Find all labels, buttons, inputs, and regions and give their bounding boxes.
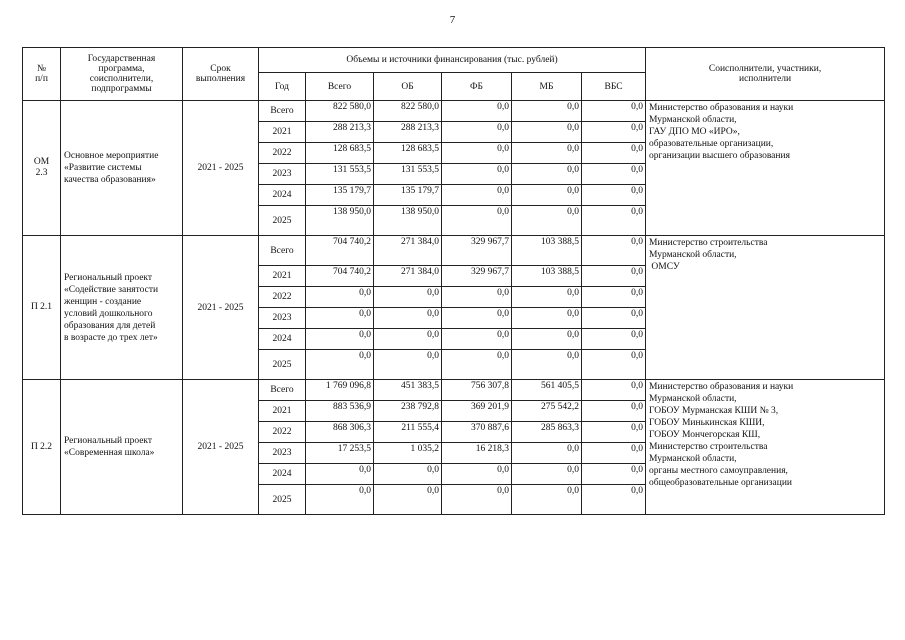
total-cell: 0,0 <box>306 329 374 350</box>
section-number: ОМ 2.3 <box>23 101 61 236</box>
fb-cell: 0,0 <box>442 143 512 164</box>
year-cell: 2025 <box>259 350 306 380</box>
mb-cell: 0,0 <box>512 308 582 329</box>
header-executors: Соисполнители, участники, исполнители <box>646 48 885 101</box>
mb-cell: 285 863,3 <box>512 422 582 443</box>
fb-cell: 0,0 <box>442 206 512 236</box>
fb-cell: 0,0 <box>442 287 512 308</box>
vbs-cell: 0,0 <box>582 308 646 329</box>
year-cell: 2023 <box>259 308 306 329</box>
executor-line: Министерство образования и науки <box>649 103 794 113</box>
year-cell: 2021 <box>259 401 306 422</box>
table-row <box>23 380 885 401</box>
total-cell: 131 553,5 <box>306 164 374 185</box>
section-executors <box>646 380 885 515</box>
year-cell: Всего <box>259 101 306 122</box>
mb-cell: 0,0 <box>512 143 582 164</box>
header-mb: МБ <box>512 73 582 101</box>
total-cell: 17 253,5 <box>306 443 374 464</box>
vbs-cell: 0,0 <box>582 380 646 401</box>
executor-line: органы местного самоуправления, <box>649 466 788 476</box>
total-cell: 288 213,3 <box>306 122 374 143</box>
fb-cell: 16 218,3 <box>442 443 512 464</box>
header-num: № п/п <box>23 48 61 101</box>
mb-cell: 103 388,5 <box>512 236 582 266</box>
vbs-cell: 0,0 <box>582 101 646 122</box>
mb-cell: 0,0 <box>512 329 582 350</box>
ob-cell: 1 035,2 <box>374 443 442 464</box>
ob-cell: 0,0 <box>374 464 442 485</box>
fb-cell: 370 887,6 <box>442 422 512 443</box>
fb-cell: 329 967,7 <box>442 266 512 287</box>
ob-cell: 0,0 <box>374 287 442 308</box>
section-executors <box>646 236 885 380</box>
total-cell: 704 740,2 <box>306 236 374 266</box>
mb-cell: 0,0 <box>512 443 582 464</box>
mb-cell: 0,0 <box>512 464 582 485</box>
total-cell: 0,0 <box>306 287 374 308</box>
year-cell: 2024 <box>259 464 306 485</box>
year-cell: Всего <box>259 380 306 401</box>
vbs-cell: 0,0 <box>582 443 646 464</box>
header-fb: ФБ <box>442 73 512 101</box>
table-row <box>23 101 885 122</box>
mb-cell: 0,0 <box>512 206 582 236</box>
total-cell: 883 536,9 <box>306 401 374 422</box>
year-cell: Всего <box>259 236 306 266</box>
ob-cell: 211 555,4 <box>374 422 442 443</box>
header-funding: Объемы и источники финансирования (тыс. рублей) <box>259 48 646 73</box>
vbs-cell: 0,0 <box>582 350 646 380</box>
executor-line: ГОБОУ Мурманская КШИ № 3, <box>649 406 779 416</box>
executor-line: ОМСУ <box>649 262 680 272</box>
table-row <box>23 236 885 266</box>
executor-line: Мурманской области, <box>649 454 737 464</box>
vbs-cell: 0,0 <box>582 164 646 185</box>
total-cell: 868 306,3 <box>306 422 374 443</box>
section-term: 2021 - 2025 <box>183 380 259 515</box>
executor-line: образовательные организации, <box>649 139 774 149</box>
header-vbs: ВБС <box>582 73 646 101</box>
year-cell: 2022 <box>259 422 306 443</box>
mb-cell: 561 405,5 <box>512 380 582 401</box>
ob-cell: 238 792,8 <box>374 401 442 422</box>
fb-cell: 369 201,9 <box>442 401 512 422</box>
vbs-cell: 0,0 <box>582 185 646 206</box>
executor-line: Мурманской области, <box>649 394 737 404</box>
year-cell: 2023 <box>259 164 306 185</box>
mb-cell: 0,0 <box>512 350 582 380</box>
financing-table <box>22 47 885 515</box>
ob-cell: 131 553,5 <box>374 164 442 185</box>
mb-cell: 275 542,2 <box>512 401 582 422</box>
section-term: 2021 - 2025 <box>183 101 259 236</box>
total-cell: 135 179,7 <box>306 185 374 206</box>
mb-cell: 0,0 <box>512 164 582 185</box>
mb-cell: 0,0 <box>512 287 582 308</box>
fb-cell: 0,0 <box>442 464 512 485</box>
total-cell: 128 683,5 <box>306 143 374 164</box>
mb-cell: 0,0 <box>512 485 582 515</box>
ob-cell: 0,0 <box>374 485 442 515</box>
mb-cell: 0,0 <box>512 101 582 122</box>
executor-line: ГОБОУ Мончегорская КШ, <box>649 430 761 440</box>
executor-line: ГАУ ДПО МО «ИРО», <box>649 127 740 137</box>
year-cell: 2022 <box>259 143 306 164</box>
table-body <box>23 101 885 515</box>
mb-cell: 0,0 <box>512 185 582 206</box>
fb-cell: 329 967,7 <box>442 236 512 266</box>
total-cell: 138 950,0 <box>306 206 374 236</box>
ob-cell: 0,0 <box>374 350 442 380</box>
header-program: Государственная программа, соисполнители, подпрограммы <box>61 48 183 101</box>
header-year: Год <box>259 73 306 101</box>
year-cell: 2022 <box>259 287 306 308</box>
executor-line: Министерство строительства <box>649 442 768 452</box>
total-cell: 0,0 <box>306 485 374 515</box>
ob-cell: 451 383,5 <box>374 380 442 401</box>
total-cell: 0,0 <box>306 308 374 329</box>
vbs-cell: 0,0 <box>582 122 646 143</box>
header-term: Срок выполнения <box>183 48 259 101</box>
total-cell: 0,0 <box>306 464 374 485</box>
executor-line: Мурманской области, <box>649 115 737 125</box>
total-cell: 0,0 <box>306 350 374 380</box>
executor-line: Министерство образования и науки <box>649 382 794 392</box>
vbs-cell: 0,0 <box>582 266 646 287</box>
section-name: Региональный проект «Современная школа» <box>61 380 183 515</box>
vbs-cell: 0,0 <box>582 464 646 485</box>
fb-cell: 0,0 <box>442 185 512 206</box>
fb-cell: 0,0 <box>442 485 512 515</box>
section-number: П 2.1 <box>23 236 61 380</box>
ob-cell: 135 179,7 <box>374 185 442 206</box>
section-name: Основное мероприятие «Развитие системы качества образования» <box>61 101 183 236</box>
year-cell: 2023 <box>259 443 306 464</box>
year-cell: 2024 <box>259 185 306 206</box>
section-term: 2021 - 2025 <box>183 236 259 380</box>
executor-line: Мурманской области, <box>649 250 737 260</box>
year-cell: 2024 <box>259 329 306 350</box>
mb-cell: 0,0 <box>512 122 582 143</box>
fb-cell: 0,0 <box>442 350 512 380</box>
ob-cell: 271 384,0 <box>374 266 442 287</box>
year-cell: 2025 <box>259 206 306 236</box>
section-executors <box>646 101 885 236</box>
ob-cell: 138 950,0 <box>374 206 442 236</box>
header-ob: ОБ <box>374 73 442 101</box>
executor-line: Министерство строительства <box>649 238 768 248</box>
executor-line: общеобразовательные организации <box>649 478 792 488</box>
header-total: Всего <box>306 73 374 101</box>
total-cell: 704 740,2 <box>306 266 374 287</box>
executor-line: организации высшего образования <box>649 151 790 161</box>
fb-cell: 0,0 <box>442 308 512 329</box>
vbs-cell: 0,0 <box>582 206 646 236</box>
fb-cell: 756 307,8 <box>442 380 512 401</box>
section-name: Региональный проект «Содействие занятости женщин - создание условий дошкольного образования для детей в возрасте до трех лет» <box>61 236 183 380</box>
vbs-cell: 0,0 <box>582 401 646 422</box>
page-number: 7 <box>449 14 456 26</box>
fb-cell: 0,0 <box>442 164 512 185</box>
ob-cell: 0,0 <box>374 308 442 329</box>
total-cell: 822 580,0 <box>306 101 374 122</box>
vbs-cell: 0,0 <box>582 287 646 308</box>
vbs-cell: 0,0 <box>582 422 646 443</box>
mb-cell: 103 388,5 <box>512 266 582 287</box>
fb-cell: 0,0 <box>442 101 512 122</box>
executor-line: ГОБОУ Минькинская КШИ, <box>649 418 765 428</box>
ob-cell: 271 384,0 <box>374 236 442 266</box>
vbs-cell: 0,0 <box>582 143 646 164</box>
fb-cell: 0,0 <box>442 122 512 143</box>
ob-cell: 288 213,3 <box>374 122 442 143</box>
year-cell: 2021 <box>259 266 306 287</box>
section-number: П 2.2 <box>23 380 61 515</box>
vbs-cell: 0,0 <box>582 236 646 266</box>
total-cell: 1 769 096,8 <box>306 380 374 401</box>
vbs-cell: 0,0 <box>582 485 646 515</box>
ob-cell: 822 580,0 <box>374 101 442 122</box>
ob-cell: 128 683,5 <box>374 143 442 164</box>
year-cell: 2021 <box>259 122 306 143</box>
fb-cell: 0,0 <box>442 329 512 350</box>
year-cell: 2025 <box>259 485 306 515</box>
vbs-cell: 0,0 <box>582 329 646 350</box>
ob-cell: 0,0 <box>374 329 442 350</box>
